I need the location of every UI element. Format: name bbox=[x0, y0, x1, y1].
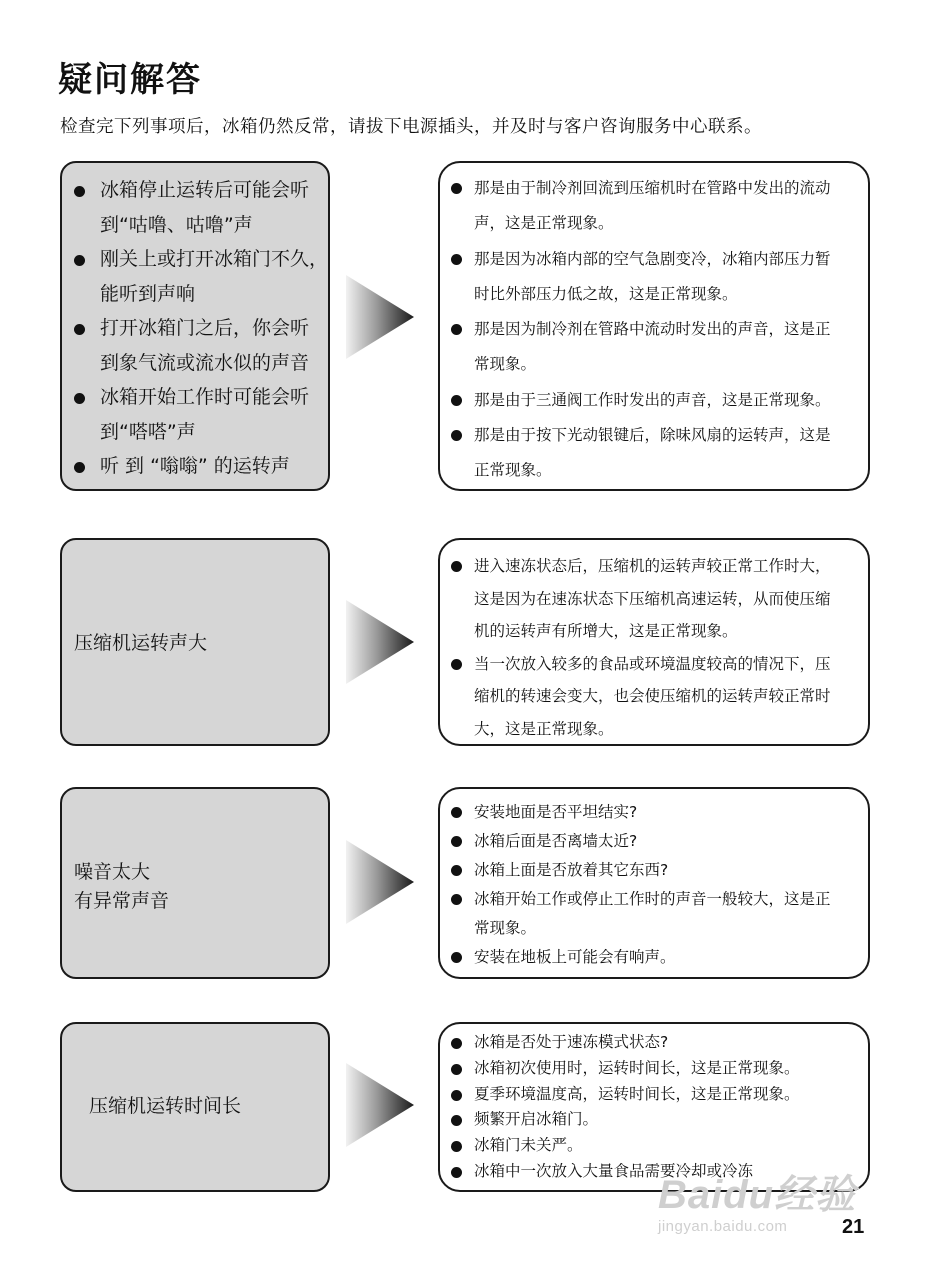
question-item: 打开冰箱门之后，你会听 bbox=[62, 311, 328, 346]
answer-item: 频繁开启冰箱门。 bbox=[440, 1107, 868, 1133]
answer-list-1 bbox=[440, 171, 868, 489]
answer-item: 冰箱上面是否放着其它东西? bbox=[440, 856, 868, 885]
question-box-3 bbox=[60, 787, 330, 979]
question-item: 听 到 “嗡嗡” 的运转声 bbox=[62, 449, 328, 484]
answer-item: 冰箱中一次放入大量食品需要冷却或冷冻 bbox=[440, 1159, 868, 1185]
question-box-1 bbox=[60, 161, 330, 491]
arrow-right-icon bbox=[346, 600, 414, 684]
answer-box-2 bbox=[438, 538, 870, 746]
answer-item: 当一次放入较多的食品或环境温度较高的情况下，压 bbox=[440, 648, 868, 681]
answer-item-continued: 时比外部压力低之故，这是正常现象。 bbox=[474, 284, 738, 303]
answer-item: 那是由于三通阀工作时发出的声音，这是正常现象。 bbox=[440, 383, 868, 418]
intro-text: 检查完下列事项后，冰箱仍然反常，请拔下电源插头，并及时与客户咨询服务中心联系。 bbox=[60, 117, 762, 137]
answer-item-continued: 缩机的转速会变大，也会使压缩机的运转声较正常时 bbox=[474, 687, 831, 705]
question-text: 压缩机运转时间长 bbox=[89, 1095, 242, 1117]
question-text: 压缩机运转声大 bbox=[74, 632, 208, 654]
answer-item-continued: 这是因为在速冻状态下压缩机高速运转，从而使压缩 bbox=[474, 589, 831, 608]
answer-item-continued: 声，这是正常现象。 bbox=[474, 214, 614, 233]
answer-item-continued: 常现象。 bbox=[474, 355, 537, 374]
answer-item: 安装地面是否平坦结实? bbox=[440, 798, 868, 827]
question-item-continued: 能听到声响 bbox=[100, 282, 196, 305]
answer-item-continued: 正常现象。 bbox=[474, 461, 552, 480]
answer-list-3 bbox=[440, 798, 868, 972]
question-text: 噪音太大 bbox=[74, 861, 151, 883]
question-item-continued: 到“嗒嗒”声 bbox=[100, 420, 196, 443]
baidu-watermark bbox=[658, 1163, 856, 1235]
answer-list-4 bbox=[440, 1030, 868, 1185]
arrow-right-icon bbox=[346, 1063, 414, 1147]
question-item: 冰箱开始工作时可能会听 bbox=[62, 380, 328, 415]
question-item: 刚关上或打开冰箱门不久， bbox=[62, 242, 328, 277]
arrow-right-icon bbox=[346, 275, 414, 359]
answer-item: 安装在地板上可能会有响声。 bbox=[440, 943, 868, 972]
page-title: 疑问解答 bbox=[58, 60, 202, 100]
answer-item: 冰箱门未关严。 bbox=[440, 1133, 868, 1159]
question-box-4 bbox=[60, 1022, 330, 1192]
question-item-continued: 到“咕噜、咕噜”声 bbox=[100, 213, 253, 236]
answer-item: 冰箱开始工作或停止工作时的声音一般较大，这是正 bbox=[440, 885, 868, 914]
question-list-1 bbox=[62, 173, 328, 484]
answer-item: 那是因为制冷剂在管路中流动时发出的声音，这是正 bbox=[440, 312, 868, 347]
answer-item-continued: 大，这是正常现象。 bbox=[474, 719, 614, 738]
arrow-right-icon bbox=[346, 840, 414, 924]
watermark-url: jingyan.baidu.com bbox=[658, 1218, 788, 1235]
question-text: 有异常声音 bbox=[74, 890, 170, 912]
answer-item: 冰箱后面是否离墙太近? bbox=[440, 827, 868, 856]
answer-box-1 bbox=[438, 161, 870, 491]
watermark-logo: Baidu经验 bbox=[658, 1173, 857, 1217]
answer-item: 那是由于制冷剂回流到压缩机时在管路中发出的流动 bbox=[440, 171, 868, 206]
answer-list-2 bbox=[440, 550, 868, 745]
answer-item-continued: 常现象。 bbox=[474, 919, 537, 937]
page-number: 21 bbox=[842, 1216, 865, 1238]
answer-item: 那是由于按下光动银键后，除味风扇的运转声，这是 bbox=[440, 418, 868, 453]
answer-box-3 bbox=[438, 787, 870, 979]
answer-item: 那是因为冰箱内部的空气急剧变冷，冰箱内部压力暂 bbox=[440, 242, 868, 277]
answer-item: 冰箱初次使用时，运转时间长，这是正常现象。 bbox=[440, 1056, 868, 1082]
question-box-2 bbox=[60, 538, 330, 746]
answer-item-continued: 机的运转声有所增大，这是正常现象。 bbox=[474, 622, 738, 640]
answer-item: 夏季环境温度高，运转时间长，这是正常现象。 bbox=[440, 1082, 868, 1108]
answer-item: 冰箱是否处于速冻模式状态? bbox=[440, 1030, 868, 1056]
question-item: 冰箱停止运转后可能会听 bbox=[62, 173, 328, 208]
question-item-continued: 到象气流或流水似的声音 bbox=[100, 351, 310, 374]
answer-item: 进入速冻状态后，压缩机的运转声较正常工作时大， bbox=[440, 550, 868, 583]
